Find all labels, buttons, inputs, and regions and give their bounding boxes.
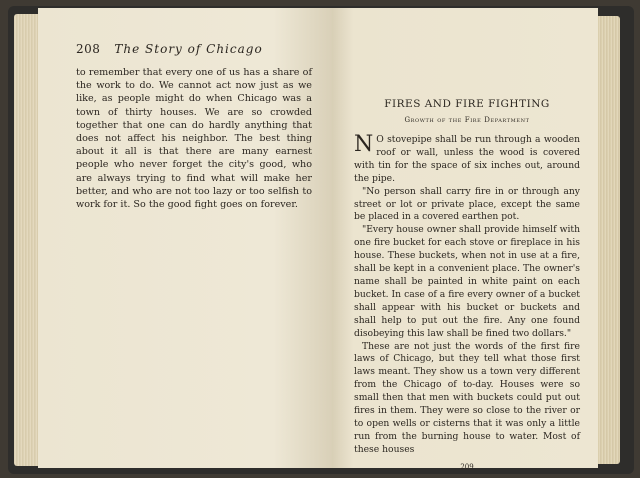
right-page-text <box>354 134 580 457</box>
page-number: 208 <box>76 42 101 56</box>
paragraph: "Every house owner shall provide himself with one fire bucket for each stove or fireplace in his house. These buckets, when not in use at a fire, shall be kept in a convenient place. The owner's name shall be painted in white paint on each bucket. In case of a fire every owner of a bucket shall appear with his bucket or buckets and shall help to put out the fire. Any one found disobeying this law shall be fined two dollars." <box>354 224 580 339</box>
chapter-title: FIRES AND FIRE FIGHTING <box>384 98 550 110</box>
left-page-text: to remember that every one of us has a share of the work to do. We cannot act now just as we like, as people might do when Chicago was a town of thirty houses. We are so crowded together that one can do hardly anything that does not affect his neighbor. The best thing about it all is that there are many earnest people who never forget the city's good, who are always trying to find what will make her better, and who are not too lazy or too selfish to work for it. So the good fight goes on forever. <box>76 67 312 211</box>
page-edges-right <box>598 16 620 464</box>
paragraph-text: O stovepipe shall be run through a wooden roof or wall, unless the wood is covered with tin for the space of six inches out, around the pipe. <box>354 134 580 184</box>
folio: 209 <box>460 462 474 471</box>
left-page-header <box>76 42 312 56</box>
left-page <box>38 8 332 468</box>
paragraph: These are not just the words of the first fire laws of Chicago, but they tell what those first laws meant. They show us a town very different from the Chicago of to-day. Houses were so small then that men with buckets could put out fires in them. They were so close to the river or to open wells or cisterns that it was only a little run from the burning house to water. Most of these houses <box>354 340 580 455</box>
right-page <box>332 8 598 471</box>
paragraph: "No person shall carry fire in or through any street or lot or private place, except the same be placed in a covered earthen pot. <box>354 185 580 223</box>
chapter-subtitle: Growth of the Fire Department <box>404 116 530 124</box>
drop-cap: N <box>354 132 374 157</box>
running-title: The Story of Chicago <box>114 42 263 56</box>
paragraph <box>354 134 580 186</box>
